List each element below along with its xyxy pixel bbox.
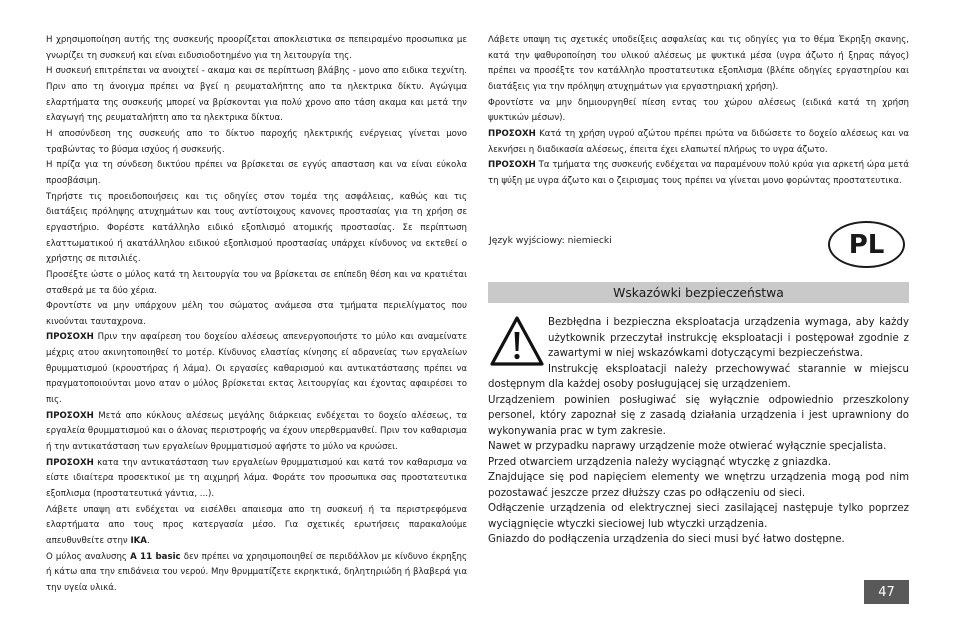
language-badge: PL xyxy=(828,221,905,268)
caution-label: ΠΡΟΣΟΧΗ xyxy=(46,332,94,343)
polish-paragraph: Znajdujące się pod napięciem elementy we wnętrzu urządzenia mogą pod nim pozostawać jeszcze przez dłuższy czas po odłączeniu od sieci. xyxy=(488,472,909,499)
greek-paragraph: Η συσκευή επιτρέπεται να ανοιχτεί - ακαμα και σε περίπτωση βλάβης - μονο απο ειδικα τεχνίτη. Πριν απο τη άνοιγμα πρέπει να βγεί η ρευματαλήπτης απο τα ηλεκτρικα δίκτυ. Αγώγιμα ελαρτήματα της συσκευής μπορεί να βρίσκονται για πολύ χρονο απο τάση ακαμα και μετά την ελαγωγή της ρευματαλήπτη απο τα ηλεκτρικα δίκτυα. xyxy=(46,66,467,124)
caution-label: ΠΡΟΣΟΧΗ xyxy=(46,457,94,468)
caution-text: κατα την αντικατάσταση των εργαλείων θρυμματισμού και κατά τον καθαρισμα να είστε ιδιαίτερα προσεκτικοί με τη αιχμηρή λάμα. Φοράτε τον προσωπικα σας προστατευτικα εξοπλισμα (προστατευτικά γάντια, ...). xyxy=(46,457,467,500)
section-heading-text: Wskazówki bezpieczeństwa xyxy=(613,285,784,300)
caution-text: Τα τμήματα της συσκευής ενδέχεται να παραμένουν πολύ κρύα για αρκετή ώρα μετά τη ψύξη με υγρα άζωτο και ο ζειρισμας τους πρέπει να γίνεται μονο φορώντας προστατευτικα. xyxy=(488,160,909,186)
greek-paragraph: Λάβετε υπαψη τις σχετικές υποδείξεις ασφαλείας και τις οδηγίες για το θέμα Έκρηξη σκανης, κατά την ψαθυροποίηση του υλικού αλέσεως με ψυκτικά μέσα (υγρα άζωτο ή ξηρας πάγος) πρέπει να προσέξτε τον κατάλληλο προστατευτικα εξοπλισμα (βλέπε οδηγίες εργαστηρίου και διατάξεις για την πρόληψη ατυχημάτων για εργαστηριακή χρήση). xyxy=(488,35,909,92)
greek-paragraph: Προσέξτε ώστε ο μύλος κατά τη λειτουργία του να βρίσκεται σε επίπεδη θέση και να κρατιέται σταθερά με τα δύο χέρια. xyxy=(46,269,467,296)
caution-text: Κατά τη χρήση υγρού αζώτου πρέπει πρώτα να διδώσετε το δοχείο αλέσεως και να λεκνήσει η διαδικασία αλέσεως, έπειτα έχει ελαπωτεί πλήρως το υγρα άζωτο. xyxy=(488,128,909,155)
caution-text: Πριν την αφαίρεση του δοχείου αλέσεως απενεργοποιήστε το μύλο και αναμείνατε μέχρις ατου ακινητοποιηθεί το μοτέρ. Κίνδυνος ελαστίας κίνησης εί αδρανείας των εργαλείων θρυμματισμού (κρουστήρας ή λάμα). Οι εργασίες καθαρισμού και αντικατάστασης πρέπει να πραγματοποιούνται μονο αταν ο μύλος βρίσκεται εκτας λειτουργίας και έχοντας αφαιρέσει το πις. xyxy=(46,332,467,406)
polish-paragraph: Bezbłędna i bezpieczna eksploatacja urządzenia wymaga, aby każdy użytkownik przeczytał instrukcję eksploatacji i postępował zgodnie z zawartymi w niej wskazówkami dotyczącymi bezpieczeństwa. xyxy=(548,317,909,359)
greek-paragraph: Η αποσύνδεση της συσκευής απο το δίκτυο παροχής ηλεκτρικής ενέργειας γίνεται μονο τραβώντας το βύσμα ισχύος ή συσκευής. xyxy=(46,128,467,155)
polish-paragraph: Przed otwarciem urządzenia należy wyciągnąć wtyczkę z gniazdka. xyxy=(488,456,831,468)
text-fragment: δεν πρέπει να χρησιμοποιηθεί σε περιδάλλον με κίνδυνο έκρηξης ή κάτω απα την επιδάνεια του νερού. Μην θρυμματίζετε εκρηκτικά, δηλητηριώδη ή βλαβερά για την υγεία υλικά. xyxy=(46,551,467,593)
caution-label: ΠΡΟΣΟΧΗ xyxy=(488,160,536,171)
greek-caution-paragraph xyxy=(488,158,909,189)
brand-name: IKA xyxy=(130,536,147,546)
greek-paragraph: Η χρησιμοποίηση αυτής της συσκευής προορίζεται αποκλειστικα σε πεπειραμένο προσωπικα με γνωρίζει τη συσκευή και είναι ειδυσιοδοτημένο για τη λειτουργία της. xyxy=(46,35,467,61)
text-fragment: Λάβετε υπαψη ατι ενδέχεται να εισέλθει απαιεσμα απο τη συσκευή ή τα περιστρεφόμενα ελαρτήματα απο τους προς κατεργασία μέσο. Για σχετικές ερωτήσεις παρακαλούμε απευθυνθείτε στην xyxy=(46,504,467,546)
greek-caution-paragraph xyxy=(46,409,467,456)
source-language-note: Język wyjściowy: niemiecki xyxy=(489,235,612,246)
greek-paragraph: Η πρίζα για τη σύνδεση δικτύου πρέπει να βρίσκεται σε εγγύς απασταση και να είναι εύκολα προσβάσιμη. xyxy=(46,160,467,186)
polish-paragraph: Urządzeniem powinien posługiwać się wyłącznie odpowiednio przeszkolony personel, który zapoznał się z zasadą działania urządzenia i jest uprawniony do wykonywania prac w tym zakresie. xyxy=(488,394,909,437)
model-name: A 11 basic xyxy=(130,551,181,562)
caution-label: ΠΡΟΣΟΧΗ xyxy=(488,128,536,139)
polish-paragraph: Instrukcję eksploatacji należy przechowywać starannie w miejscu dostępnym dla każdej osoby posługującej się urządzeniem. xyxy=(488,363,909,390)
polish-paragraph: Nawet w przypadku naprawy urządzenie może otwierać wyłącznie specjalista. xyxy=(488,441,887,452)
greek-safety-column-continued xyxy=(488,33,909,190)
greek-paragraph: Τηρήστε τις προειδοποιήσεις και τις οδηγίες στον τομέα της ασφάλειας, καθώς και τις διατάξεις πρόληψης ατυχημάτων και τους αντίστοιχους κανονες προστασίας για τη χρήση σε εργαστήριο. Φορέστε κατάλληλο ειδικό εξοπλισμό ατομικής προστασίας. Σε περίπτωση ελαττωματικού ή ακατάλληλου ειδικού εξοπλισμού προστασίας υπάρχει κίνδυνος να εκτεθεί ο χρήστης σε πιτσιλιές. xyxy=(46,191,467,265)
greek-caution-paragraph xyxy=(46,456,467,503)
polish-paragraph: Gniazdo do podłączenia urządzenia do sieci musi być łatwo dostępne. xyxy=(488,534,845,545)
text-fragment: . xyxy=(146,536,150,546)
section-heading xyxy=(488,282,909,303)
greek-paragraph: Φροντίστε να μην υπάρχουν μέλη του σώματος ανάμεσα στα τμήματα περιελίγματος που κινούνται ταυταχρονα. xyxy=(46,301,467,327)
greek-caution-paragraph xyxy=(488,127,909,158)
greek-paragraph xyxy=(46,503,467,550)
text-fragment: Ο μύλος αναλυσης xyxy=(46,551,131,562)
greek-caution-paragraph xyxy=(46,330,467,408)
polish-paragraph: Odłączenie urządzenia od elektrycznej sieci zasilającej następuje tylko poprzez wyciągnięcie wtyczki sieciowej lub wtyczki urządzenia. xyxy=(488,503,909,530)
polish-safety-text xyxy=(488,315,909,548)
greek-paragraph: Φροντίστε να μην δημιουργηθεί πίεση εντας του χώρου αλέσεως (ειδικά κατά τη χρήση ψυκτικών μέσων). xyxy=(488,97,909,124)
greek-paragraph xyxy=(46,550,467,597)
page-number: 47 xyxy=(864,580,909,604)
caution-text: Μετά απο κύκλους αλέσεως μεγάλης διάρκειας ενδέχεται το δοχείο αλέσεως, τα εργαλεία θρυμματισμού και ο άλονας περιστροφής να έχουν υπερθερμανθεί. Πριν τον καθαρισμα ή την αντικατάσταση των εργαλείων θρυμματισμού αφήστε το μύλο να κρυώσει. xyxy=(46,410,467,453)
caution-label: ΠΡΟΣΟΧΗ xyxy=(46,410,94,421)
greek-safety-column xyxy=(46,33,467,597)
